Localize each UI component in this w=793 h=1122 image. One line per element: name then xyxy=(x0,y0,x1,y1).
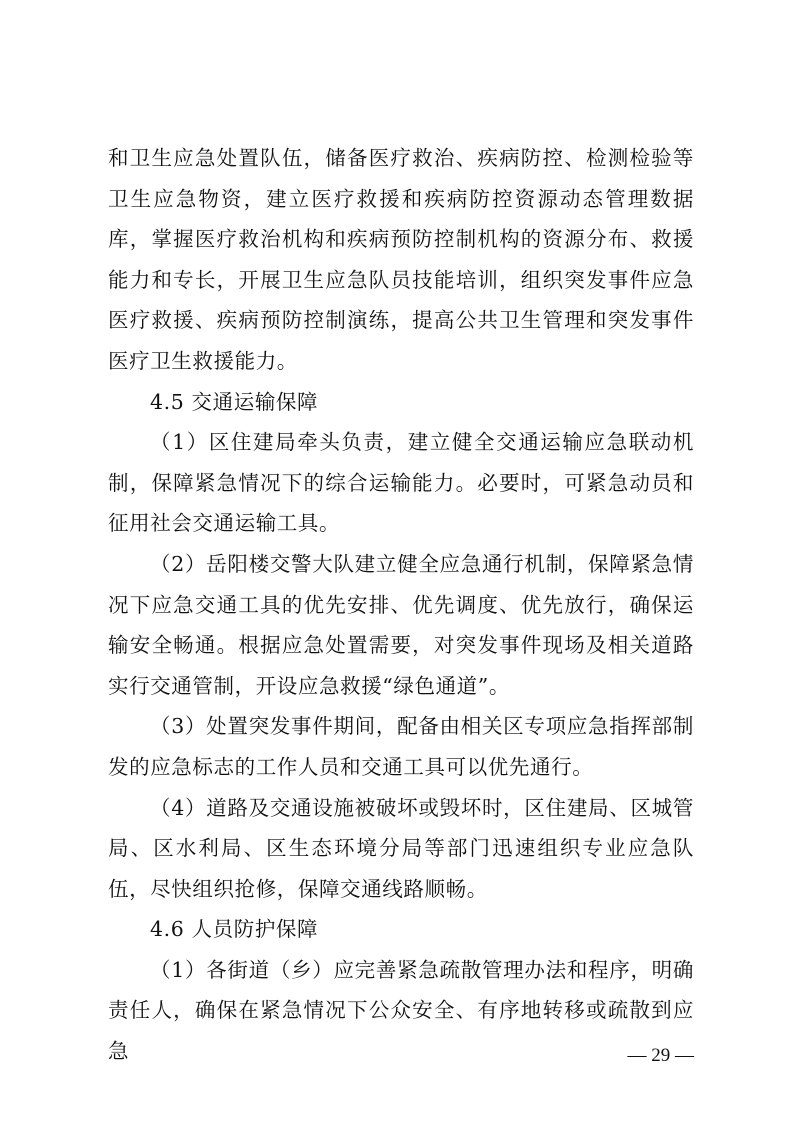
section-heading-4-5: 4.5 交通运输保障 xyxy=(150,389,319,414)
paragraph-4-5-item-3: （3）处置突发事件期间，配备由相关区专项应急指挥部制发的应急标志的工作人员和交通工具可以优先通行。 xyxy=(108,714,694,779)
paragraph-continued-health-emergency: 和卫生应急处置队伍，储备医疗救治、疾病防控、检测检验等卫生应急物资，建立医疗救援和疾病防控资源动态管理数据库，掌握医疗救治机构和疾病预防控制机构的资源分布、救援能力和专长，开展卫生应急队员技能培训，组织突发事件应急医疗救援、疾病预防控制演练，提高公共卫生管理和突发事件医疗卫生救援能力。 xyxy=(108,146,694,373)
paragraph-4-5-item-1: （1）区住建局牵头负责，建立健全交通运输应急联动机制，保障紧急情况下的综合运输能力。必要时，可紧急动员和征用社会交通运输工具。 xyxy=(108,430,694,536)
page-number: — 29 — xyxy=(627,1045,694,1066)
section-heading-4-6: 4.6 人员防护保障 xyxy=(150,917,319,942)
page-body xyxy=(108,138,694,1072)
paragraph-4-5-item-4: （4）道路及交通设施被破坏或毁坏时，区住建局、区城管局、区水利局、区生态环境分局等部门迅速组织专业应急队伍，尽快组织抢修，保障交通线路顺畅。 xyxy=(108,795,694,901)
paragraph-4-6-item-1: （1）各街道（乡）应完善紧急疏散管理办法和程序，明确责任人，确保在紧急情况下公众安全、有序地转移或疏散到应急 xyxy=(108,957,694,1064)
paragraph-4-5-item-2: （2）岳阳楼交警大队建立健全应急通行机制，保障紧急情况下应急交通工具的优先安排、优先调度、优先放行，确保运输安全畅通。根据应急处置需要，对突发事件现场及相关道路实行交通管制，开设应急救援“绿色通道”。 xyxy=(108,551,694,698)
